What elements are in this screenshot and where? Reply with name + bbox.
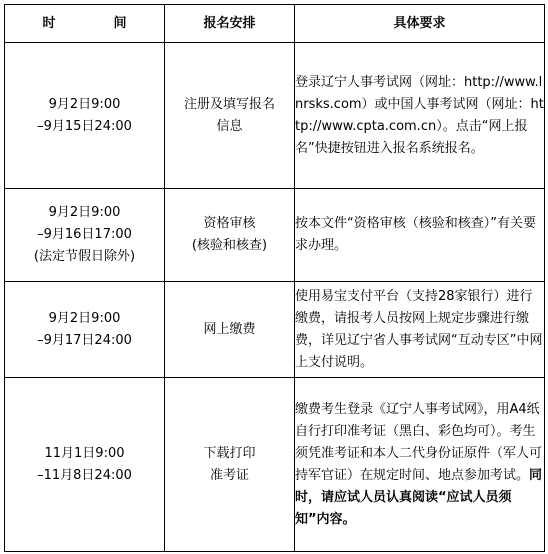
time-line: 11月1日9:00: [44, 445, 125, 461]
header-requirements: 具体要求: [295, 5, 545, 43]
requirement-cell: [295, 282, 545, 378]
time-line: –9月15日24:00: [37, 118, 132, 134]
time-cell: [5, 282, 165, 378]
time-cell: [5, 378, 165, 552]
time-line: –11月8日24:00: [37, 467, 132, 483]
arrangement-line: 信息: [216, 118, 243, 134]
time-line: 9月2日9:00: [48, 96, 121, 112]
header-row: [5, 5, 545, 43]
time-line: 9月2日9:00: [48, 205, 121, 220]
arrangement-line: 下载打印: [203, 445, 256, 461]
arrangement-cell: [165, 189, 295, 282]
time-line: 9月2日9:00: [48, 310, 121, 326]
time-line: (法定节假日除外): [33, 249, 136, 264]
time-line: –9月16日17:00: [37, 227, 132, 242]
arrangement-cell: [165, 378, 295, 552]
arrangement-cell: [165, 43, 295, 189]
time-line: –9月17日24:00: [37, 332, 132, 348]
time-cell: [5, 43, 165, 189]
requirement-cell: [295, 189, 545, 282]
requirement-text: 使用易宝支付平台（支持28家银行）进行缴费，请报考人员按网上规定步骤进行缴费，详见辽宁省人事考试网“互动专区”中网上支付说明。: [295, 288, 543, 370]
header-time: 时 间: [5, 5, 165, 43]
requirement-text: 按本文件“资格审核（核验和核查）”有关要求办理。: [295, 216, 536, 253]
arrangement-line: 注册及填写报名: [183, 96, 275, 112]
table-row: [5, 378, 545, 552]
arrangement-line: (核验和核查): [191, 238, 268, 253]
table-row: [5, 282, 545, 378]
requirement-text: 缴费考生登录《辽宁人事考试网》，用A4纸自行打印准考证（黑白、彩色均可）。考生须凭准考证和本人二代身份证原件（军人可持军官证）在规定时间、地点参加考试。: [295, 401, 543, 483]
header-arrangement: 报名安排: [165, 5, 295, 43]
requirement-cell: [295, 43, 545, 189]
table-row: [5, 189, 545, 282]
table-row: [5, 43, 545, 189]
arrangement-cell: [165, 282, 295, 378]
requirement-bold-text: 同时，请应试人员认真阅读“应试人员须知”内容。: [295, 467, 543, 527]
arrangement-line: 准考证: [209, 467, 249, 483]
schedule-table: [4, 4, 545, 552]
arrangement-line: 网上缴费: [203, 321, 256, 337]
arrangement-line: 资格审核: [203, 216, 256, 231]
requirement-text: 登录辽宁人事考试网（网址：http://www.lnrsks.com）或中国人事考试网（网址：http://www.cpta.com.cn）。点击“网上报名”快捷按钮进入报名系统报名。: [295, 74, 544, 156]
time-cell: [5, 189, 165, 282]
requirement-cell: [295, 378, 545, 552]
